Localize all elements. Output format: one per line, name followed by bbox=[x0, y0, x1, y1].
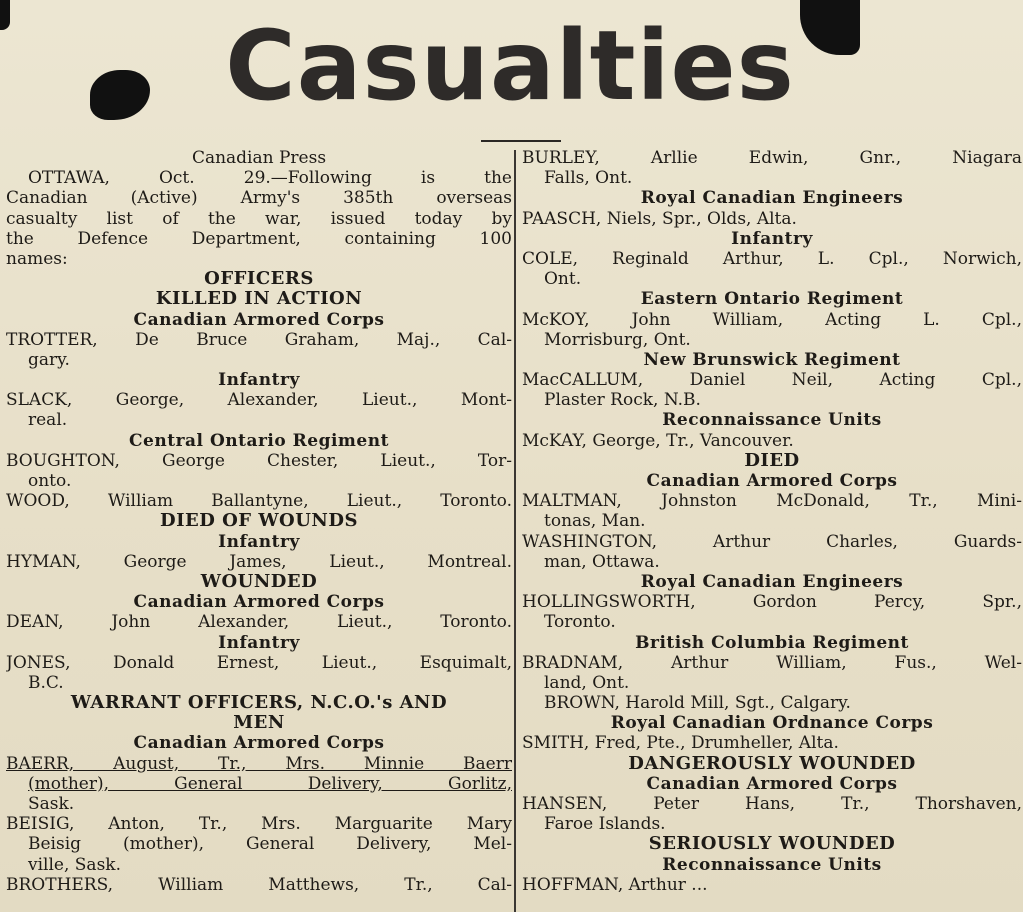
section-heading: Infantry bbox=[218, 632, 300, 653]
casualty-line: Canadian Press bbox=[191, 148, 327, 168]
casualty-line: McKOY, John William, Acting L. Cpl., bbox=[522, 309, 1022, 330]
casualty-line: ville, Sask. bbox=[28, 854, 121, 875]
casualty-line: WOOD, William Ballantyne, Lieut., Toronto. bbox=[6, 491, 512, 512]
ink-blot bbox=[90, 70, 150, 120]
casualty-line: names: bbox=[6, 248, 68, 269]
section-heading: Canadian Armored Corps bbox=[133, 592, 385, 613]
casualty-line: Canadian (Active) Army's 385th overseas bbox=[6, 188, 512, 209]
section-heading: DANGEROUSLY WOUNDED bbox=[628, 753, 916, 774]
casualty-line: HYMAN, George James, Lieut., Montreal. bbox=[6, 551, 512, 572]
casualty-line: BAERR, August, Tr., Mrs. Minnie Baerr bbox=[6, 753, 512, 774]
casualty-line: McKAY, George, Tr., Vancouver. bbox=[522, 430, 794, 451]
section-heading: Central Ontario Regiment bbox=[129, 430, 389, 451]
section-heading: MEN bbox=[233, 713, 285, 734]
casualty-line: Toronto. bbox=[544, 612, 616, 633]
section-heading: DIED OF WOUNDS bbox=[159, 511, 358, 532]
casualty-line: Beisig (mother), General Delivery, Mel- bbox=[28, 834, 512, 855]
casualty-line: casualty list of the war, issued today by bbox=[6, 208, 512, 229]
casualty-line: PAASCH, Niels, Spr., Olds, Alta. bbox=[522, 208, 797, 229]
casualty-line: (mother), General Delivery, Gorlitz, bbox=[28, 773, 512, 794]
section-heading: Royal Canadian Engineers bbox=[640, 188, 904, 209]
casualty-line: BRADNAM, Arthur William, Fus., Wel- bbox=[522, 652, 1022, 673]
casualty-line: man, Ottawa. bbox=[544, 551, 660, 572]
casualty-line: BROWN, Harold Mill, Sgt., Calgary. bbox=[544, 693, 851, 714]
casualty-line: BEISIG, Anton, Tr., Mrs. Marguarite Mary bbox=[6, 814, 512, 835]
casualty-line: SMITH, Fred, Pte., Drumheller, Alta. bbox=[522, 733, 839, 754]
section-heading: British Columbia Regiment bbox=[635, 632, 909, 653]
section-heading: Infantry bbox=[218, 531, 300, 552]
casualty-line: HANSEN, Peter Hans, Tr., Thorshaven, bbox=[522, 794, 1022, 814]
casualty-line: HOLLINGSWORTH, Gordon Percy, Spr., bbox=[522, 592, 1022, 613]
casualty-line: TROTTER, De Bruce Graham, Maj., Cal- bbox=[6, 329, 512, 350]
right-column bbox=[522, 148, 1022, 895]
headline-rule bbox=[481, 140, 561, 142]
casualty-line: real. bbox=[28, 410, 68, 431]
section-heading: Canadian Armored Corps bbox=[133, 733, 385, 754]
section-heading: Infantry bbox=[731, 228, 813, 249]
casualty-line: B.C. bbox=[28, 672, 64, 693]
section-heading: Reconnaissance Units bbox=[662, 410, 882, 431]
section-heading: Royal Canadian Engineers bbox=[640, 571, 904, 592]
casualty-line: gary. bbox=[28, 349, 70, 370]
casualty-line: tonas, Man. bbox=[544, 511, 646, 532]
section-heading: WARRANT OFFICERS, N.C.O.'s AND bbox=[70, 693, 448, 714]
casualty-line: WASHINGTON, Arthur Charles, Guards- bbox=[522, 531, 1022, 552]
casualty-line: Faroe Islands. bbox=[544, 814, 666, 835]
casualty-line: JONES, Donald Ernest, Lieut., Esquimalt, bbox=[6, 652, 512, 673]
section-heading: DIED bbox=[744, 450, 800, 471]
casualty-line: Plaster Rock, N.B. bbox=[544, 390, 701, 411]
headline: Casualties bbox=[225, 10, 795, 122]
casualty-line: DEAN, John Alexander, Lieut., Toronto. bbox=[6, 612, 512, 633]
section-heading: SERIOUSLY WOUNDED bbox=[648, 834, 896, 855]
casualty-line: land, Ont. bbox=[544, 672, 630, 693]
casualty-line: onto. bbox=[28, 471, 72, 491]
casualty-line: MacCALLUM, Daniel Neil, Acting Cpl., bbox=[522, 370, 1022, 391]
section-heading: Eastern Ontario Regiment bbox=[640, 289, 904, 310]
casualty-line: MALTMAN, Johnston McDonald, Tr., Mini- bbox=[522, 491, 1022, 512]
section-heading: Canadian Armored Corps bbox=[133, 309, 385, 330]
section-heading: WOUNDED bbox=[200, 571, 318, 592]
casualty-line: Ont. bbox=[544, 269, 582, 290]
section-heading: Royal Canadian Ordnance Corps bbox=[610, 713, 934, 734]
section-heading: New Brunswick Regiment bbox=[643, 349, 901, 370]
casualty-line: COLE, Reginald Arthur, L. Cpl., Norwich, bbox=[522, 248, 1022, 269]
casualty-line: Morrisburg, Ont. bbox=[544, 329, 691, 350]
section-heading: Infantry bbox=[218, 370, 300, 391]
column-divider bbox=[514, 150, 516, 912]
section-heading: Reconnaissance Units bbox=[662, 854, 882, 875]
casualty-line: Falls, Ont. bbox=[544, 168, 633, 189]
section-heading: Canadian Armored Corps bbox=[646, 471, 898, 491]
left-column bbox=[6, 148, 512, 895]
casualty-line: BOUGHTON, George Chester, Lieut., Tor- bbox=[6, 450, 512, 471]
casualty-line: BURLEY, Arllie Edwin, Gnr., Niagara bbox=[522, 148, 1022, 168]
casualty-line: the Defence Department, containing 100 bbox=[6, 228, 512, 249]
section-heading: KILLED IN ACTION bbox=[155, 289, 363, 310]
section-heading: OFFICERS bbox=[204, 269, 314, 290]
casualty-line: Sask. bbox=[28, 794, 75, 814]
section-heading: Canadian Armored Corps bbox=[646, 773, 898, 794]
casualty-line: BROTHERS, William Matthews, Tr., Cal- bbox=[6, 874, 512, 895]
casualty-line: HOFFMAN, Arthur ... bbox=[522, 874, 708, 895]
torn-corner-left bbox=[0, 0, 10, 30]
casualty-line: OTTAWA, Oct. 29.—Following is the bbox=[28, 168, 512, 189]
casualty-line: SLACK, George, Alexander, Lieut., Mont- bbox=[6, 390, 512, 411]
